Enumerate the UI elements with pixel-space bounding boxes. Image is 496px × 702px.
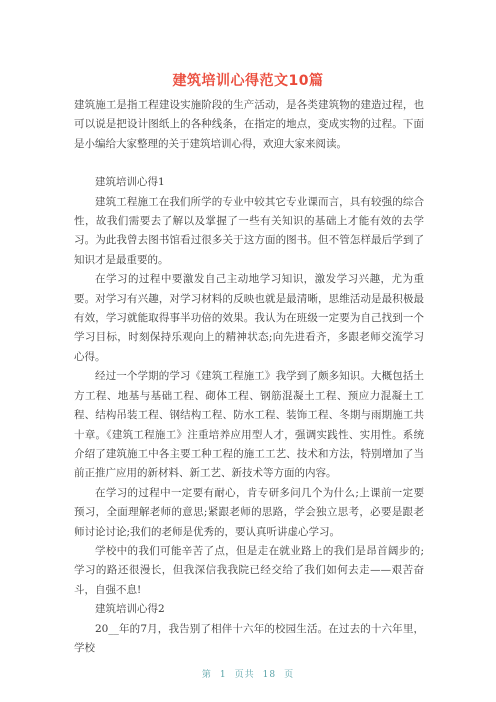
document-title: 建筑培训心得范文10篇: [172, 73, 324, 89]
body-paragraph: 建筑工程施工在我们所学的专业中较其它专业课而言，具有较强的综合性，故我们需要去了解以及掌握了一些有关知识的基础上才能有效的去学习。为此我曾去图书馆看过很多关于这方面的图书。但不管怎样最后学到了知识才是最重要的。: [74, 195, 424, 266]
page-label-suffix: 页: [284, 670, 295, 680]
current-page-number: 1: [219, 670, 227, 680]
body-paragraph: 在学习的过程中要激发自己主动地学习知识，激发学习兴趣，尤为重要。对学习有兴趣，对学习材料的反映也就是最清晰，思维活动是最积极最有效，学习就能取得事半功倍的效果。我认为在班级一定要为自己找到一个学习目标，时刻保持乐观向上的精神状态;向先进看齐，多跟老师交流学习心得。: [74, 273, 424, 363]
body-paragraph: 经过一个学期的学习《建筑工程施工》我学到了颇多知识。大概包括土方工程、地基与基础工程、砌体工程、钢筋混凝土工程、预应力混凝土工程、结构吊装工程、钢结构工程、防水工程、装饰工程、冬期与雨期施工共十章。《建筑工程施工》注重培养应用型人才，强调实践性、实用性。系统介绍了建筑施工中各主要工种工程的施工工艺、技术和方法，特别增加了当前正推广应用的新材料、新工艺、新技术等方面的内容。: [74, 370, 424, 480]
total-pages-number: 18: [262, 670, 277, 680]
section-heading: 建筑培训心得2: [95, 603, 165, 616]
document-body: [74, 96, 424, 658]
page-label-prefix: 第: [201, 670, 212, 680]
page-footer: [0, 667, 496, 680]
section-heading: 建筑培训心得1: [95, 176, 165, 189]
body-paragraph: 20__年的7月，我告别了相伴十六年的校园生活。在过去的十六年里，学校: [74, 622, 424, 654]
intro-paragraph: 建筑施工是指工程建设实施阶段的生产活动，是各类建筑物的建造过程，也可以说是把设计图纸上的各种线条，在指定的地点，变成实物的过程。下面是小编给大家整理的关于建筑培训心得，欢迎大家来阅读。: [74, 99, 424, 150]
body-paragraph: 在学习的过程中一定要有耐心，肯专研多问几个为什么;上课前一定要预习，全面理解老师的意思;紧跟老师的思路，学会独立思考，必要是跟老师讨论讨论;我们的老师是优秀的，要认真听讲虚心学习。: [74, 486, 424, 538]
body-paragraph: 学校中的我们可能辛苦了点，但是走在就业路上的我们是昂首阔步的;学习的路还很漫长，但我深信我我院已经交给了我们如何去走——艰苦奋斗，自强不息!: [74, 544, 424, 596]
page-label-mid: 页共: [234, 670, 255, 680]
